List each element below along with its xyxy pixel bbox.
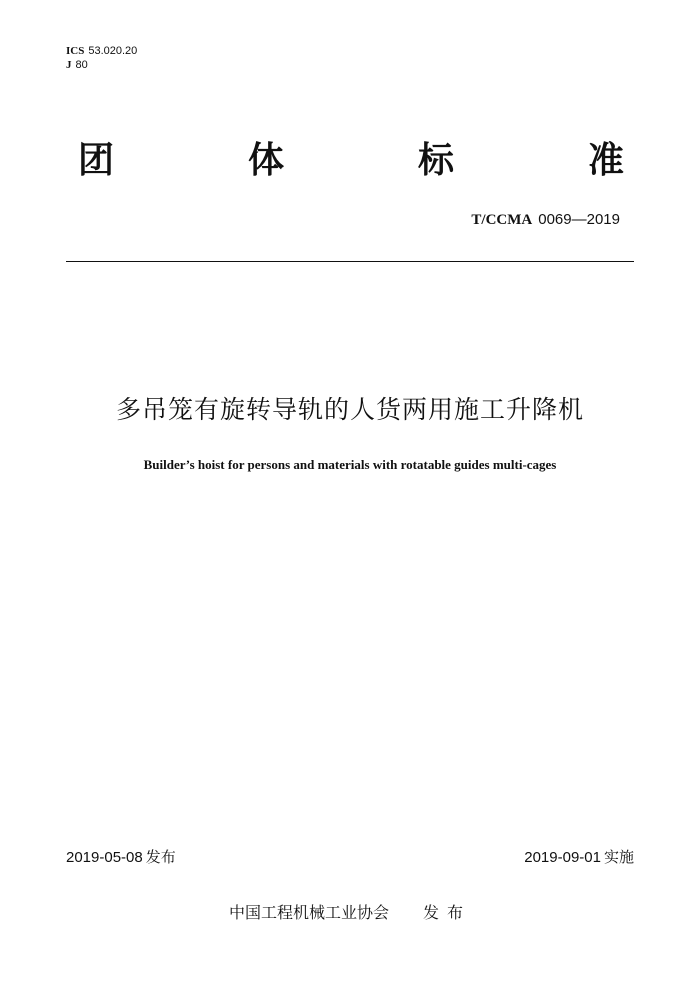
title-chinese: 多吊笼有旋转导轨的人货两用施工升降机 — [115, 395, 584, 424]
ics-label: ICS — [66, 45, 85, 57]
implementation-date — [524, 847, 634, 868]
doc-type-char: 团 — [78, 140, 115, 181]
standard-year-number: 0069—2019 — [538, 211, 620, 228]
ccs-label: J — [66, 59, 72, 71]
publisher-line — [0, 902, 700, 924]
ccs-row — [66, 58, 137, 72]
standard-number — [471, 210, 620, 230]
title-english: Builder’s hoist for persons and materials with rotatable guides multi-cages — [143, 457, 557, 472]
doc-type-char: 体 — [247, 140, 284, 181]
doc-type-char: 标 — [417, 140, 454, 181]
publisher-name: 中国工程机械工业协会 — [228, 903, 389, 922]
ccs-code: 80 — [75, 59, 88, 71]
header-divider — [66, 261, 634, 262]
publisher-issue-label: 发布 — [423, 903, 472, 922]
doc-type-char: 准 — [587, 140, 624, 181]
release-label: 发布 — [145, 848, 176, 866]
document-type-heading — [78, 136, 624, 186]
standard-code: T/CCMA — [471, 212, 533, 228]
implementation-label: 实施 — [603, 848, 634, 866]
implementation-date-value: 2019-09-01 — [524, 849, 601, 866]
ics-code: 53.020.20 — [88, 45, 138, 57]
classification-codes — [66, 44, 137, 72]
ics-row — [66, 44, 137, 58]
release-date — [66, 847, 176, 868]
release-date-value: 2019-05-08 — [66, 849, 143, 866]
